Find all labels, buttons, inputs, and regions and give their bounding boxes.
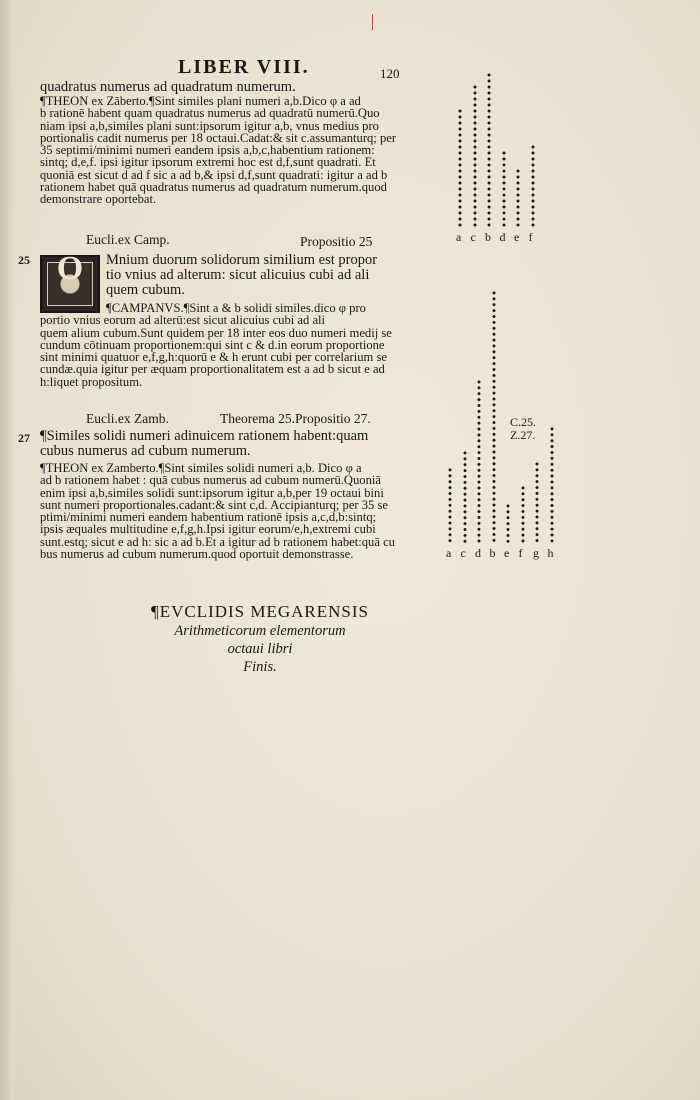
dot-figure-2 bbox=[446, 292, 570, 564]
dot-column-e bbox=[506, 503, 510, 544]
dot-label-f: f bbox=[528, 230, 533, 244]
proposition-27 bbox=[40, 429, 448, 560]
colophon-line: Finis. bbox=[243, 659, 277, 675]
text-line: cundæ.quia igitur per æquam proportionalitatem est a ad b sicut e ad bbox=[40, 362, 385, 377]
text-line: bus numerus ad cubum numerum.quod oportuit demonstrasse. bbox=[40, 547, 354, 562]
dot-label-b: b bbox=[489, 546, 496, 560]
text-line: demonstrare oportebat. bbox=[40, 192, 157, 207]
dot-column-b bbox=[492, 290, 496, 544]
text-line: rationem habet quā quadratus numerus ad quadratum numerum.quod bbox=[40, 180, 387, 195]
dot-label-c: c bbox=[470, 230, 476, 244]
dot-label-a: a bbox=[446, 546, 452, 560]
text-line: cundum cōtinuam proportionem:qui sint c & d.in eorum proportione bbox=[40, 337, 385, 352]
text-line: cubus numerus ad cubum numerum. bbox=[40, 443, 251, 459]
text-line: sunt numeri proportionales.cadant:& sint c,d. Accipianturq; per 35 se bbox=[40, 497, 388, 512]
text-line: quadratus numerus ad quadratum numerum. bbox=[40, 79, 296, 95]
text-line: enim ipsi a,b,similes solidi sunt:ipsorum igitur a,b,per 19 octaui bini bbox=[40, 485, 384, 500]
dot-label-g: g bbox=[533, 546, 539, 560]
text-line: tio vnius ad alterum: sicut alicuius cubi ad ali bbox=[106, 267, 370, 283]
page-gutter bbox=[0, 0, 14, 1100]
colophon-line: Arithmeticorum elementorum bbox=[174, 623, 346, 639]
heading-right: Propositio 25 bbox=[300, 234, 373, 249]
colophon-title: ¶EVCLIDIS MEGARENSIS bbox=[150, 602, 369, 621]
dot-column-a bbox=[458, 108, 462, 228]
dot-column-e bbox=[516, 168, 520, 228]
text-line: sunt.estq; sicut e ad h: sic a ad b.Et a igitur ad b rationem habet:quā cu bbox=[40, 534, 395, 549]
dot-column-c bbox=[463, 450, 467, 544]
red-tick-mark bbox=[372, 14, 373, 30]
dot-label-f: f bbox=[518, 546, 523, 560]
text-line: b rationē habent quam quadratus numerus ad quadratū numerū.Quo bbox=[40, 106, 380, 121]
section-theon-1 bbox=[40, 80, 448, 206]
dot-figure-1 bbox=[456, 78, 556, 248]
text-line: portionalis cadit numerus per 18 octaui.Cadat:& sit c.assumanturq; per bbox=[40, 130, 397, 145]
text-line: ¶Similes solidi numeri adinuicem rationem habent:quam bbox=[40, 428, 369, 444]
text-line: ¶THEON ex Zāberto.¶Sint similes plani numeri a,b.Dico φ a ad bbox=[40, 94, 361, 108]
text-line: ipsis æquales multitudine e,f,g,h.Ipsi igitur eorum/e,h,extremi cubi bbox=[40, 522, 376, 537]
initial-letter: O bbox=[56, 250, 84, 287]
margin-number: 25 bbox=[18, 253, 30, 267]
figure-side-label: Z.27. bbox=[510, 428, 536, 442]
dot-column-f bbox=[521, 485, 525, 544]
text-line: quoniā est sicut d ad f sic a ad b,& ipsi d,f,sunt quadrati: igitur a ad b bbox=[40, 167, 388, 182]
dot-label-c: c bbox=[460, 546, 466, 560]
decorated-initial bbox=[40, 250, 100, 313]
heading-left: Eucli.ex Camp. bbox=[86, 232, 170, 247]
dot-label-d: d bbox=[475, 546, 481, 560]
dot-column-c bbox=[473, 84, 477, 228]
dot-column-g bbox=[535, 461, 539, 544]
margin-number: 27 bbox=[18, 431, 30, 445]
colophon-line: octaui libri bbox=[227, 641, 293, 657]
dot-column-a bbox=[448, 467, 452, 544]
text-line: ad b rationem habet : quā cubus numerus ad cubum numerū.Quoniā bbox=[40, 473, 381, 488]
dot-label-e: e bbox=[514, 230, 520, 244]
dot-column-h bbox=[550, 426, 554, 544]
text-line: h:liquet propositum. bbox=[40, 374, 143, 389]
proposition-25 bbox=[40, 250, 448, 389]
dot-column-d bbox=[477, 379, 481, 544]
dot-label-d: d bbox=[499, 230, 506, 244]
text-line: niam ipsi a,b,similes plani sunt:ipsorum igitur a,b, vnus medius pro bbox=[40, 118, 379, 133]
folio-number: 120 bbox=[380, 66, 400, 81]
text-line: Mnium duorum solidorum similium est propor bbox=[106, 252, 378, 268]
dot-column-d bbox=[502, 150, 506, 228]
dot-label-e: e bbox=[504, 546, 510, 560]
text-line: quem cubum. bbox=[106, 282, 185, 298]
figure-side-label: C.25. bbox=[510, 415, 537, 429]
text-line: quem alium cubum.Sunt quidem per 18 inter eos duo numeri medij se bbox=[40, 325, 392, 340]
dot-label-b: b bbox=[485, 230, 491, 244]
heading-right: Theorema 25.Propositio 27. bbox=[220, 411, 371, 426]
dot-label-h: h bbox=[547, 546, 554, 560]
colophon bbox=[100, 602, 420, 676]
dot-label-a: a bbox=[456, 230, 462, 244]
heading-left: Eucli.ex Zamb. bbox=[86, 411, 169, 426]
text-line: portio vnius eorum ad alterū:est sicut alicuius cubi ad ali bbox=[40, 313, 326, 328]
dot-column-b bbox=[487, 72, 491, 228]
text-line: ¶THEON ex Zamberto.¶Sint similes solidi numeri a,b. Dico φ a bbox=[40, 461, 362, 475]
text-line: 35 septimi/minimi numeri eandem ipsis a,b,c,habentium rationem: bbox=[40, 143, 375, 158]
dot-column-f bbox=[531, 144, 535, 228]
text-line: ¶CAMPANVS.¶Sint a & b solidi similes.dico φ pro bbox=[106, 301, 366, 315]
running-title: LIBER VIII. bbox=[178, 56, 310, 78]
text-line: ptimi/minimi numeri eandem habentium rationē ipsis a,c,d,b:sintq; bbox=[40, 510, 377, 525]
text-line: sint minimi quatuor e,f,g,h:quorū e & h erunt cubi per correlarium se bbox=[40, 350, 387, 365]
text-line: sintq; d,e,f. ipsi igitur ipsorum extremi hoc est d,f,sunt quadrati. Et bbox=[40, 155, 376, 170]
